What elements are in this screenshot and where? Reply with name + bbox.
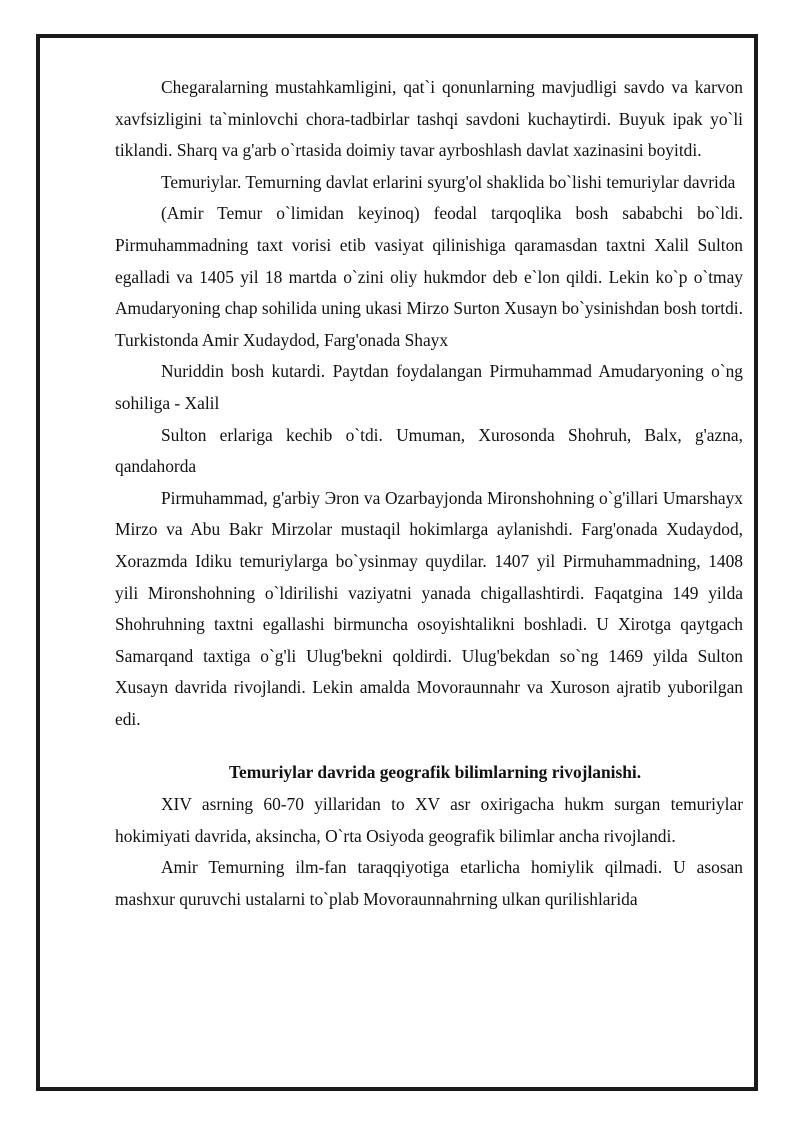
paragraph: Temuriylar. Temurning davlat erlarini syurg'ol shaklida bo`lishi temuriylar davrida <box>161 171 736 192</box>
paragraph: Sulton erlariga kechib o`tdi. Umuman, Xurosonda Shohruh, Balx, g'azna, qandahorda <box>115 424 743 477</box>
paragraph: XIV asrning 60-70 yillaridan to XV asr oxirigacha hukm surgan temuriylar hokimiyati davrida, aksincha, O`rta Osiyoda geografik bilimlar ancha rivojlandi. <box>115 794 743 846</box>
paragraph: Amir Temurning ilm-fan taraqqiyotiga etarlicha homiylik qilmadi. U asosan mashxur quruvchi ustalarni to`plab Movoraunnahrning ulkan qurilishlarida <box>115 857 743 909</box>
paragraph: (Amir Temur o`limidan keyinoq) feodal tarqoqlika bosh sababchi bo`ldi. Pirmuhammadning taxt vorisi etib vasiyat qilinishiga qaramasdan taxtni Xalil Sulton egalladi va 1405 yil 18 martda o`zini oliy hukmdor deb e`lon qildi. Lekin ko`p o`tmay Amudaryoning chap sohilida uning ukasi Mirzo Surton Xusayn bo`ysinishdan bosh tortdi. Turkistonda Amir Xudaydod, Farg'onada Shayx <box>115 203 743 350</box>
paragraph: Chegaralarning mustahkamligini, qat`i qonunlarning mavjudligi savdo va karvon xavfsizligini ta`minlovchi chora-tadbirlar tashqi savdoni kuchaytirdi. Buyuk ipak yo`li tiklandi. Sharq va g'arb o`rtasida doimiy tavar ayrboshlash davlat xazinasini boyitdi. <box>115 77 743 161</box>
section-heading: Temuriylar davrida geografik bilimlarning rivojlanishi. <box>229 762 642 783</box>
paragraph: Pirmuhammad, g'arbiy Эron va Ozarbayjonda Mironshohning o`g'illari Umarshayx Mirzo va Abu Bakr Mirzolar mustaqil hokimlarga aylanishdi. Farg'onada Xudaydod, Xorazmda Idiku temuriylarga bo`ysinmay quydilar. 1407 yil Pirmuhammadning, 1408 yili Mironshohning o`ldirilishi vaziyatni yanada chigallashtirdi. Faqatgina 149 yilda Shohruhning taxtni egallashi birmuncha osoyishtalikni boshladi. U Xirotga qaytgach Samarqand taxtiga o`g'li Ulug'bekni qoldirdi. Ulug'bekdan so`ng 1469 yilda Sulton Xusayn davrida rivojlandi. Lekin amalda Movoraunnahr va Xuroson ajratib yuborilgan edi. <box>115 487 743 729</box>
paragraph: Nuriddin bosh kutardi. Paytdan foydalangan Pirmuhammad Amudaryoning o`ng sohiliga - Xalil <box>115 361 743 413</box>
document-body <box>115 72 743 915</box>
